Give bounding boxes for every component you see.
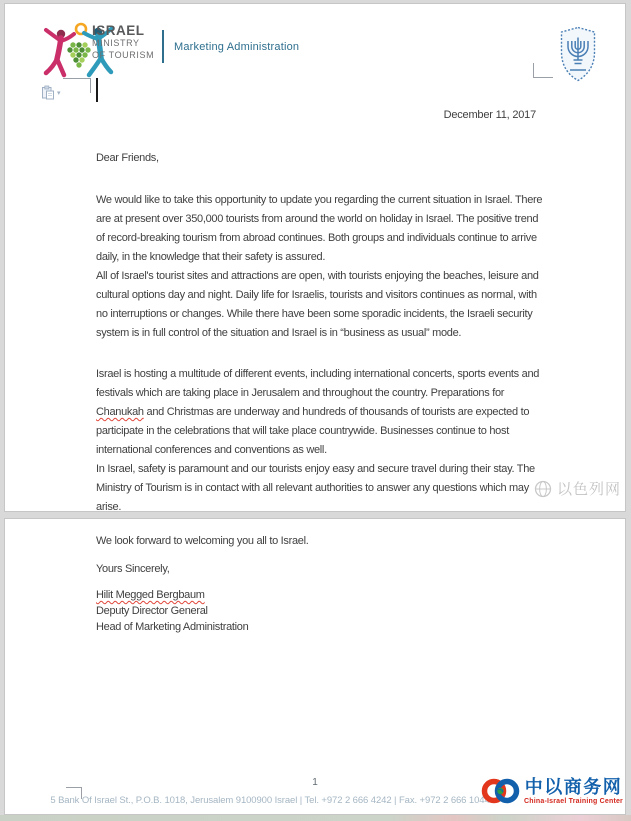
misspelled-word: Chanukah — [96, 406, 144, 418]
text-cursor — [96, 78, 98, 102]
logo-line-of-tourism: OF TOURISM — [92, 49, 155, 60]
footer-address: 5 Bank Of Israel St., P.O.B. 1018, Jerusalem 9100900 Israel | Tel. +972 2 666 4242 | Fax. +972 2 666 1044 — [50, 795, 490, 806]
israel-state-emblem-menorah-icon — [557, 25, 599, 83]
clipboard-paste-icon — [41, 85, 55, 100]
paragraph-4[interactable]: In Israel, safety is paramount and our tourists enjoy easy and secure travel during their stay. The Ministry of Tourism is in contact with all relevant authorities to answer any questions which may arise. — [96, 463, 535, 513]
letter-date[interactable]: December 11, 2017 — [443, 109, 536, 121]
letter-page-top — [4, 3, 626, 512]
signature-name: Hilit Megged Bergbaum — [96, 589, 205, 601]
site-watermark-text: 以色列网 — [557, 481, 622, 498]
page-number: 1 — [312, 777, 318, 788]
signature-block[interactable] — [96, 587, 546, 635]
salutation[interactable]: Dear Friends, — [96, 152, 159, 164]
brand-subtitle: China-Israel Training Center — [524, 798, 623, 805]
signature-title-1: Deputy Director General — [96, 605, 208, 617]
margin-crop-mark-right — [533, 63, 553, 78]
ministry-logo-wordmark — [92, 25, 154, 60]
logo-line-ministry: MINISTRY — [92, 38, 140, 48]
paragraph-2[interactable]: All of Israel's tourist sites and attractions are open, with tourists enjoying the beaches, leisure and cultural options day and night. Daily life for Israelis, tourists and visitors continues as normal, with no interruptions or changes. While there have been some sporadic incidents, the Israeli security system is in full control of the situation and Israel is in “business as usual” mode. — [96, 270, 539, 339]
department-title: Marketing Administration — [174, 41, 300, 53]
valediction[interactable]: Yours Sincerely, — [96, 563, 170, 575]
margin-crop-mark-left — [63, 78, 91, 93]
brand-watermark — [481, 774, 623, 808]
header-divider — [162, 30, 164, 63]
logo-line-israel: ISRAEL — [92, 23, 145, 38]
brand-name: 中以商务网 — [524, 777, 623, 797]
globe-icon — [533, 479, 553, 499]
site-watermark — [533, 478, 621, 499]
paragraph-3[interactable] — [96, 365, 546, 460]
paragraph-3-after: and Christmas are underway and hundreds of thousands of tourists are expected to participate in the celebrations that will take place countrywide. Businesses continue to host international conferences and conventions as well. — [96, 406, 530, 456]
interlocked-rings-icon — [481, 774, 521, 808]
closing-line[interactable]: We look forward to welcoming you all to Israel. — [96, 535, 309, 547]
screenshot-bottom-edge — [0, 815, 631, 821]
chevron-down-icon: ▾ — [57, 89, 61, 97]
letter-page-bottom — [4, 518, 626, 815]
signature-title-2: Head of Marketing Administration — [96, 621, 249, 633]
paragraph-1[interactable]: We would like to take this opportunity to update you regarding the current situation in Israel. There are at present over 350,000 tourists from around the world on holiday in Israel. The positive trend of record-breaking tourism from abroad continues. Both groups and individuals continue to arrive daily, in the knowledge that their safety is assured. — [96, 194, 543, 263]
paste-options-button[interactable] — [41, 85, 61, 100]
paragraph-3-before: Israel is hosting a multitude of different events, including international concerts, sports events and festivals which are taking place in Jerusalem and throughout the country. Preparations for — [96, 368, 540, 399]
